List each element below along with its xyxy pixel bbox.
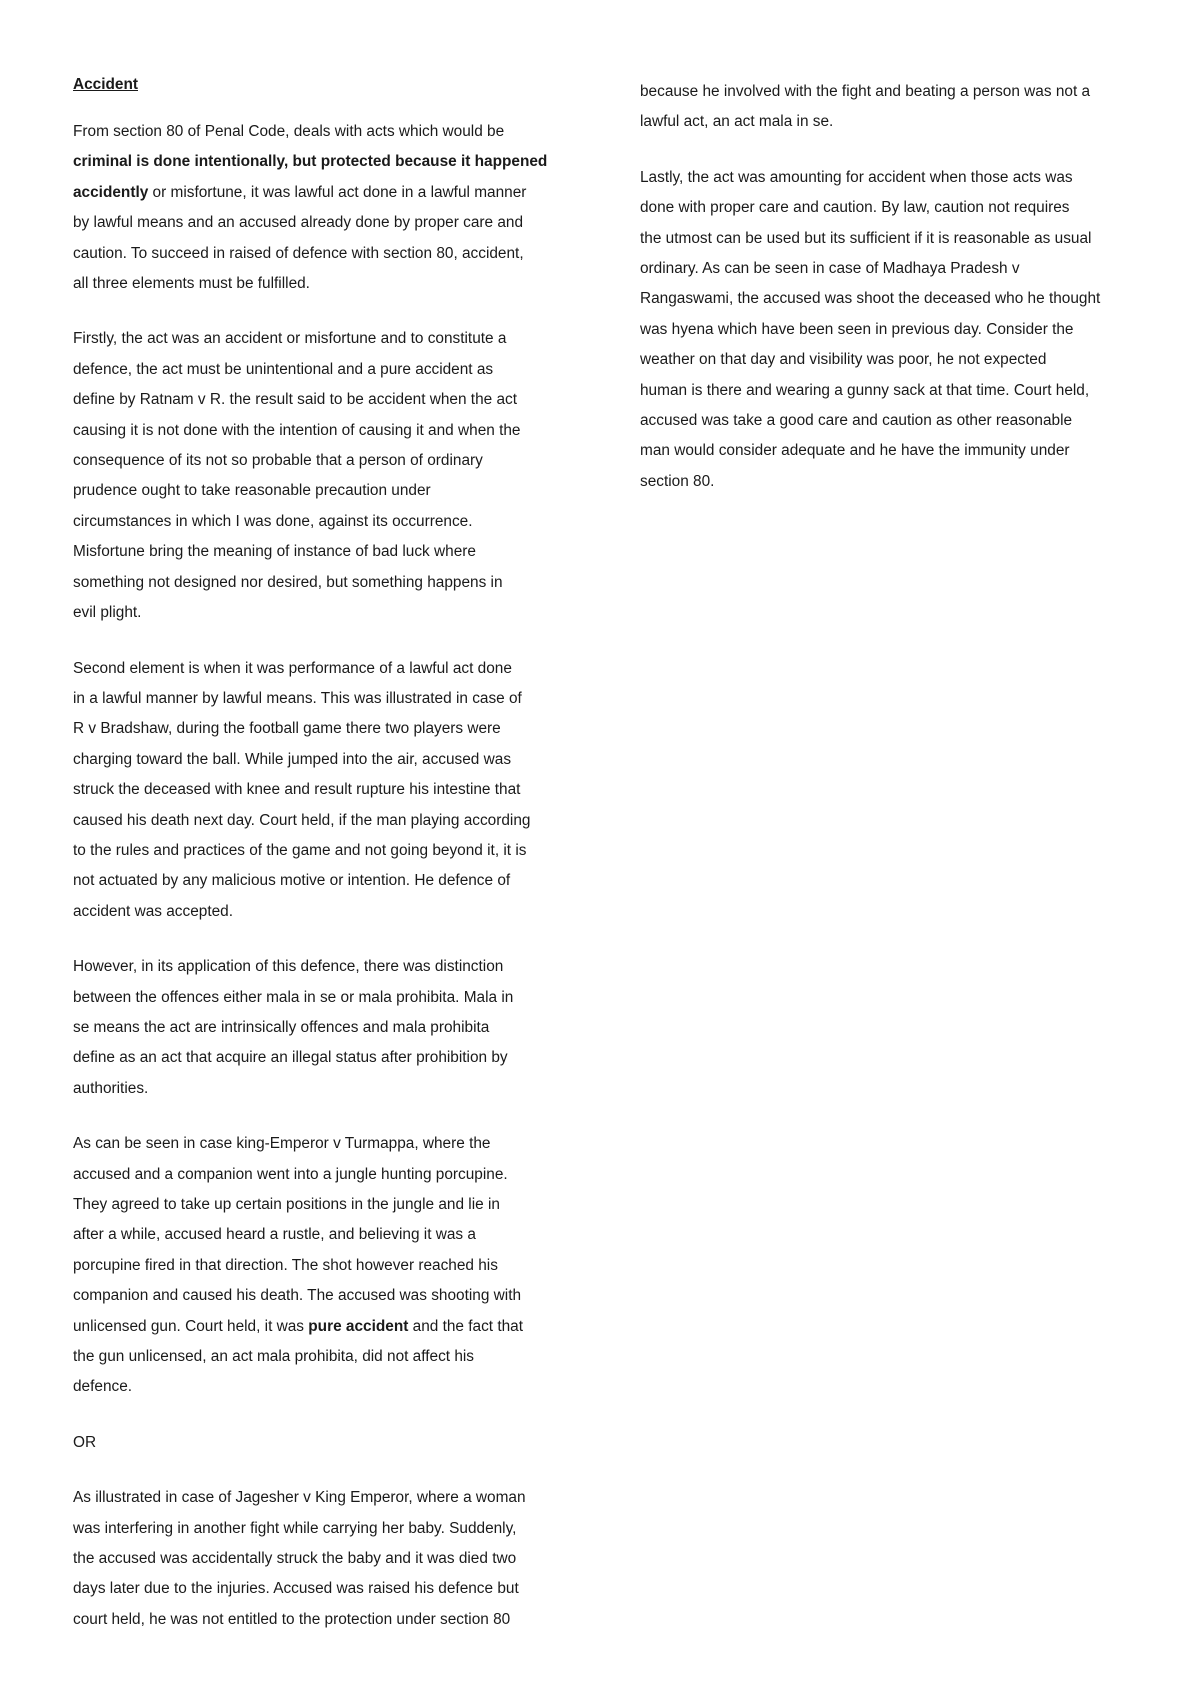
paragraph-turmappa bbox=[73, 1129, 573, 1403]
text-line bbox=[640, 345, 1140, 375]
text-run: porcupine fired in that direction. The shot however reached his bbox=[73, 1256, 498, 1274]
text-line bbox=[73, 1312, 573, 1342]
paragraph-jagesher bbox=[73, 1483, 573, 1635]
text-run: caused his death next day. Court held, if the man playing according bbox=[73, 811, 531, 829]
text-run: accused and a companion went into a jungle hunting porcupine. bbox=[73, 1165, 508, 1183]
text-line bbox=[73, 1251, 573, 1281]
text-run: weather on that day and visibility was poor, he not expected bbox=[640, 351, 1047, 369]
text-line bbox=[73, 446, 573, 476]
text-run: As can be seen in case king-Emperor v Turmappa, where the bbox=[73, 1135, 491, 1153]
text-run: to the rules and practices of the game and not going beyond it, it is bbox=[73, 841, 527, 859]
paragraph-first-element bbox=[73, 324, 573, 628]
text-run: Rangaswami, the accused was shoot the deceased who he thought bbox=[640, 290, 1101, 308]
text-run: because he involved with the fight and beating a person was not a bbox=[640, 83, 1091, 100]
text-line bbox=[640, 163, 1140, 193]
text-run: and the fact that bbox=[408, 1317, 524, 1335]
text-line bbox=[73, 836, 573, 866]
text-line bbox=[73, 385, 573, 415]
text-line bbox=[73, 324, 573, 354]
text-run: Lastly, the act was amounting for accident when those acts was bbox=[640, 168, 1073, 186]
left-column bbox=[73, 70, 573, 1660]
text-line bbox=[73, 866, 573, 896]
text-run: They agreed to take up certain positions in the jungle and lie in bbox=[73, 1196, 500, 1213]
right-column bbox=[640, 77, 1140, 522]
text-run: defence. bbox=[73, 1378, 133, 1396]
text-line bbox=[73, 355, 573, 385]
text-line bbox=[73, 1342, 573, 1372]
text-run: circumstances in which I was done, against its occurrence. bbox=[73, 512, 473, 530]
text-run: between the offences either mala in se or mala prohibita. Mala in bbox=[73, 988, 514, 1006]
text-line bbox=[73, 1129, 573, 1159]
text-line bbox=[73, 598, 573, 628]
text-run: not actuated by any malicious motive or intention. He defence of bbox=[73, 872, 511, 890]
text-run: accident was accepted. bbox=[73, 902, 233, 920]
text-run: after a while, accused heard a rustle, and believing it was a bbox=[73, 1226, 476, 1244]
text-run: define by Ratnam v R. the result said to be accident when the act bbox=[73, 391, 518, 409]
text-run: define as an act that acquire an illegal status after prohibition by bbox=[73, 1049, 508, 1067]
text-line bbox=[73, 1514, 573, 1544]
text-line bbox=[73, 1544, 573, 1574]
text-run: the accused was accidentally struck the baby and it was died two bbox=[73, 1550, 517, 1568]
text-line bbox=[73, 1043, 573, 1073]
text-line bbox=[640, 254, 1140, 284]
text-line bbox=[640, 284, 1140, 314]
text-line bbox=[73, 476, 573, 506]
paragraph-third-element bbox=[640, 163, 1140, 497]
document-heading: Accident bbox=[73, 76, 138, 93]
text-run: accused was take a good care and caution as other reasonable bbox=[640, 412, 1073, 430]
right-column-body bbox=[640, 77, 1140, 497]
text-line bbox=[73, 1281, 573, 1311]
text-run: unlicensed gun. Court held, it was bbox=[73, 1317, 309, 1335]
text-run: in a lawful manner by lawful means. This was illustrated in case of bbox=[73, 689, 522, 707]
text-run: ordinary. As can be seen in case of Madhaya Pradesh v bbox=[640, 260, 1020, 278]
bold-text: accidently bbox=[73, 183, 149, 201]
text-line bbox=[640, 224, 1140, 254]
text-run: was interfering in another fight while carrying her baby. Suddenly, bbox=[73, 1519, 517, 1537]
text-line bbox=[73, 117, 573, 147]
text-line bbox=[73, 1190, 573, 1220]
text-run: Misfortune bring the meaning of instance of bad luck where bbox=[73, 543, 476, 561]
text-line bbox=[640, 376, 1140, 406]
text-run: Second element is when it was performance of a lawful act done bbox=[73, 659, 512, 677]
text-line bbox=[73, 239, 573, 269]
text-run: caution. To succeed in raised of defence with section 80, accident, bbox=[73, 244, 524, 262]
bold-text: criminal is done intentionally, but protected because it happened bbox=[73, 153, 548, 171]
text-run: or misfortune, it was lawful act done in a lawful manner bbox=[148, 183, 527, 201]
text-run: done with proper care and caution. By law, caution not requires bbox=[640, 199, 1070, 217]
text-line bbox=[73, 208, 573, 238]
left-column-body bbox=[73, 117, 573, 1635]
paragraph-second-element bbox=[73, 654, 573, 928]
text-run: companion and caused his death. The accused was shooting with bbox=[73, 1287, 522, 1305]
text-line bbox=[73, 1574, 573, 1604]
paragraph-continuation bbox=[640, 77, 1140, 138]
paragraph-mala-in-se bbox=[73, 952, 573, 1104]
text-line bbox=[73, 1074, 573, 1104]
text-run: As illustrated in case of Jagesher v King Emperor, where a woman bbox=[73, 1489, 526, 1507]
text-run: consequence of its not so probable that a person of ordinary bbox=[73, 452, 483, 470]
text-run: charging toward the ball. While jumped into the air, accused was bbox=[73, 750, 512, 768]
text-line bbox=[73, 806, 573, 836]
text-line bbox=[73, 1013, 573, 1043]
text-run: was hyena which have been seen in previous day. Consider the bbox=[640, 320, 1074, 338]
text-line bbox=[73, 1160, 573, 1190]
text-run: man would consider adequate and he have the immunity under bbox=[640, 442, 1070, 460]
text-run: se means the act are intrinsically offences and mala prohibita bbox=[73, 1018, 490, 1036]
text-line bbox=[73, 269, 573, 299]
text-line bbox=[73, 897, 573, 927]
text-run: struck the deceased with knee and result rupture his intestine that bbox=[73, 781, 521, 799]
text-line bbox=[73, 507, 573, 537]
text-run: court held, he was not entitled to the protection under section 80 bbox=[73, 1610, 511, 1628]
text-run: all three elements must be fulfilled. bbox=[73, 275, 310, 293]
text-line bbox=[73, 714, 573, 744]
text-run: R v Bradshaw, during the football game there two players were bbox=[73, 720, 501, 738]
text-run: days later due to the injuries. Accused was raised his defence but bbox=[73, 1580, 519, 1598]
paragraph-intro bbox=[73, 117, 573, 299]
text-line bbox=[73, 1605, 573, 1635]
text-run: section 80. bbox=[640, 472, 715, 490]
text-run: defence, the act must be unintentional and a pure accident as bbox=[73, 360, 494, 378]
text-run: causing it is not done with the intention of causing it and when the bbox=[73, 421, 521, 439]
text-run: human is there and wearing a gunny sack at that time. Court held, bbox=[640, 381, 1090, 399]
bold-text: pure accident bbox=[308, 1317, 409, 1335]
text-line bbox=[73, 1372, 573, 1402]
text-line bbox=[73, 537, 573, 567]
text-line bbox=[640, 77, 1140, 107]
text-line bbox=[73, 1428, 573, 1458]
text-run: evil plight. bbox=[73, 604, 142, 622]
text-line bbox=[73, 416, 573, 446]
text-run: the gun unlicensed, an act mala prohibita, did not affect his bbox=[73, 1348, 474, 1366]
text-run: lawful act, an act mala in se. bbox=[640, 113, 834, 131]
text-run: However, in its application of this defence, there was distinction bbox=[73, 958, 504, 976]
text-line bbox=[640, 193, 1140, 223]
text-line bbox=[73, 568, 573, 598]
text-run: From section 80 of Penal Code, deals with acts which would be bbox=[73, 123, 505, 140]
text-line bbox=[640, 436, 1140, 466]
text-run: prudence ought to take reasonable precaution under bbox=[73, 482, 431, 500]
paragraph-or bbox=[73, 1428, 573, 1458]
text-line bbox=[73, 952, 573, 982]
text-run: by lawful means and an accused already done by proper care and bbox=[73, 214, 524, 232]
text-run: authorities. bbox=[73, 1079, 149, 1097]
text-line bbox=[640, 406, 1140, 436]
text-run: OR bbox=[73, 1433, 97, 1451]
text-line bbox=[73, 983, 573, 1013]
text-line bbox=[73, 684, 573, 714]
text-line bbox=[73, 775, 573, 805]
text-line bbox=[640, 467, 1140, 497]
text-run: Firstly, the act was an accident or misfortune and to constitute a bbox=[73, 330, 507, 348]
text-line bbox=[640, 315, 1140, 345]
text-line bbox=[73, 178, 573, 208]
text-run: the utmost can be used but its sufficient if it is reasonable as usual bbox=[640, 229, 1092, 247]
text-line bbox=[640, 107, 1140, 137]
text-line bbox=[73, 745, 573, 775]
text-line bbox=[73, 1220, 573, 1250]
text-line bbox=[73, 1483, 573, 1513]
text-line bbox=[73, 654, 573, 684]
text-line bbox=[73, 147, 573, 177]
text-run: something not designed nor desired, but something happens in bbox=[73, 573, 503, 591]
